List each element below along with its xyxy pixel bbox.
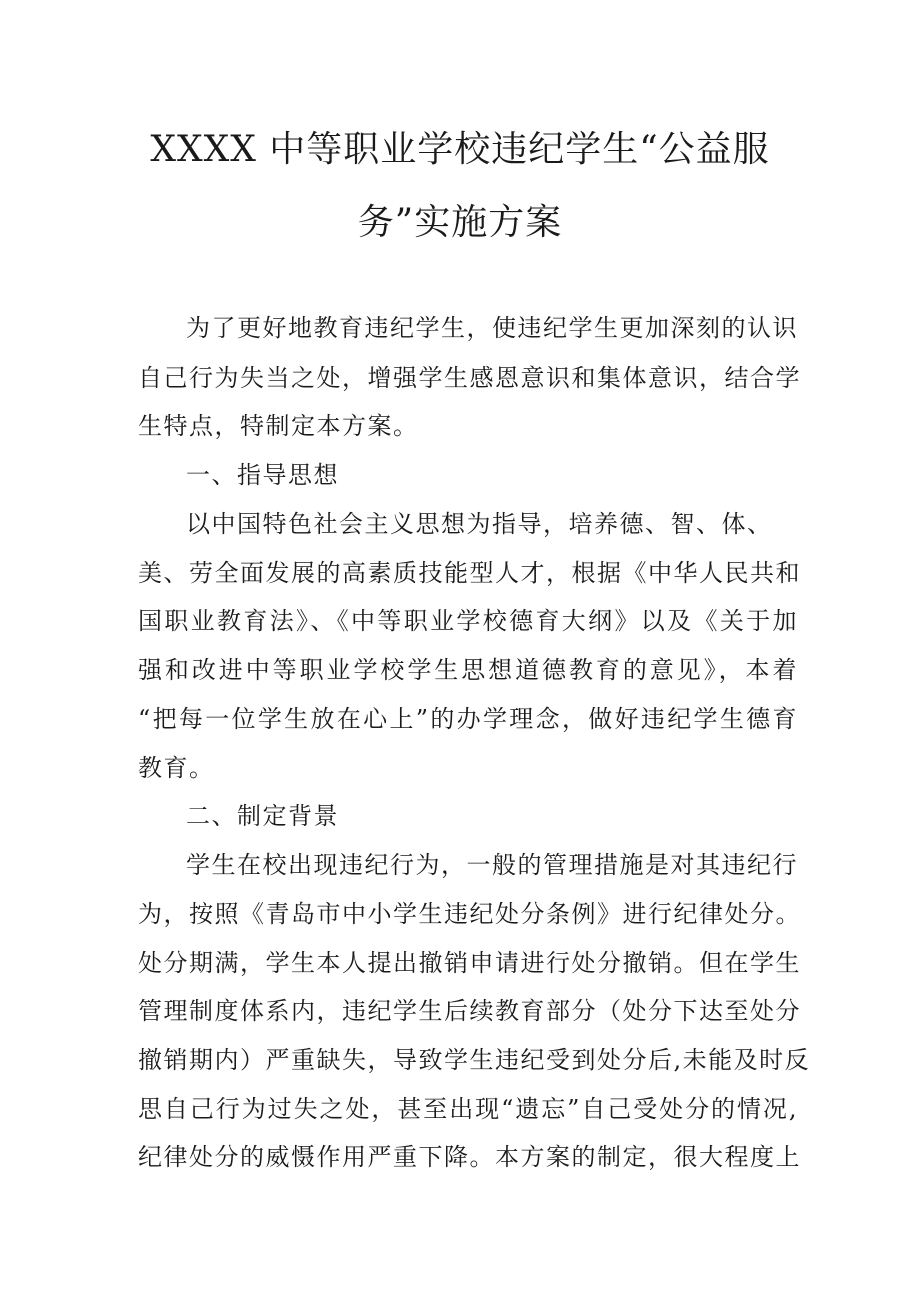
section1-heading: 一、指导思想	[186, 461, 339, 489]
intro-line-3: 生特点，特制定本方案。	[138, 412, 419, 440]
section2-line-4: 管理制度体系内，违纪学生后续教育部分（处分下达至处分	[138, 997, 801, 1025]
section1-line-3: 国职业教育法》、《中等职业学校德育大纲》以及《关于加	[138, 607, 798, 635]
section2-line-1: 学生在校出现违纪行为，一般的管理措施是对其违纪行	[186, 851, 798, 879]
section2-line-7: 纪律处分的威慑作用严重下降。本方案的制定，很大程度上	[138, 1143, 801, 1171]
intro-line-2: 自己行为失当之处，增强学生感恩意识和集体意识，结合学	[138, 364, 801, 392]
section2-line-3: 处分期满，学生本人提出撤销申请进行处分撤销。但在学生	[138, 949, 801, 977]
section2-heading: 二、制定背景	[186, 802, 339, 830]
section2-line-2: 为，按照《青岛市中小学生违纪处分条例》进行纪律处分。	[138, 900, 801, 928]
section1-line-4: 强和改进中等职业学校学生思想道德教育的意见》，本着	[138, 656, 798, 684]
section2-line-6: 思自己行为过失之处，甚至出现“遗忘”自己受处分的情况,	[138, 1095, 798, 1123]
section1-line-6: 教育。	[138, 754, 215, 782]
section1-line-2: 美、劳全面发展的高素质技能型人才，根据《中华人民共和	[138, 559, 801, 587]
title-line-2: 务”实施方案	[357, 202, 563, 243]
section2-line-5: 撤销期内）严重缺失，导致学生违纪受到处分后,未能及时反	[138, 1046, 811, 1074]
section1-line-5: “把每一位学生放在心上”的办学理念，做好违纪学生德育	[138, 705, 798, 733]
title-line-1: XXXX 中等职业学校违纪学生“公益服	[150, 129, 770, 170]
intro-line-1: 为了更好地教育违纪学生，使违纪学生更加深刻的认识	[186, 314, 798, 342]
section1-line-1: 以中国特色社会主义思想为指导，培养德、智、体、	[186, 510, 773, 538]
